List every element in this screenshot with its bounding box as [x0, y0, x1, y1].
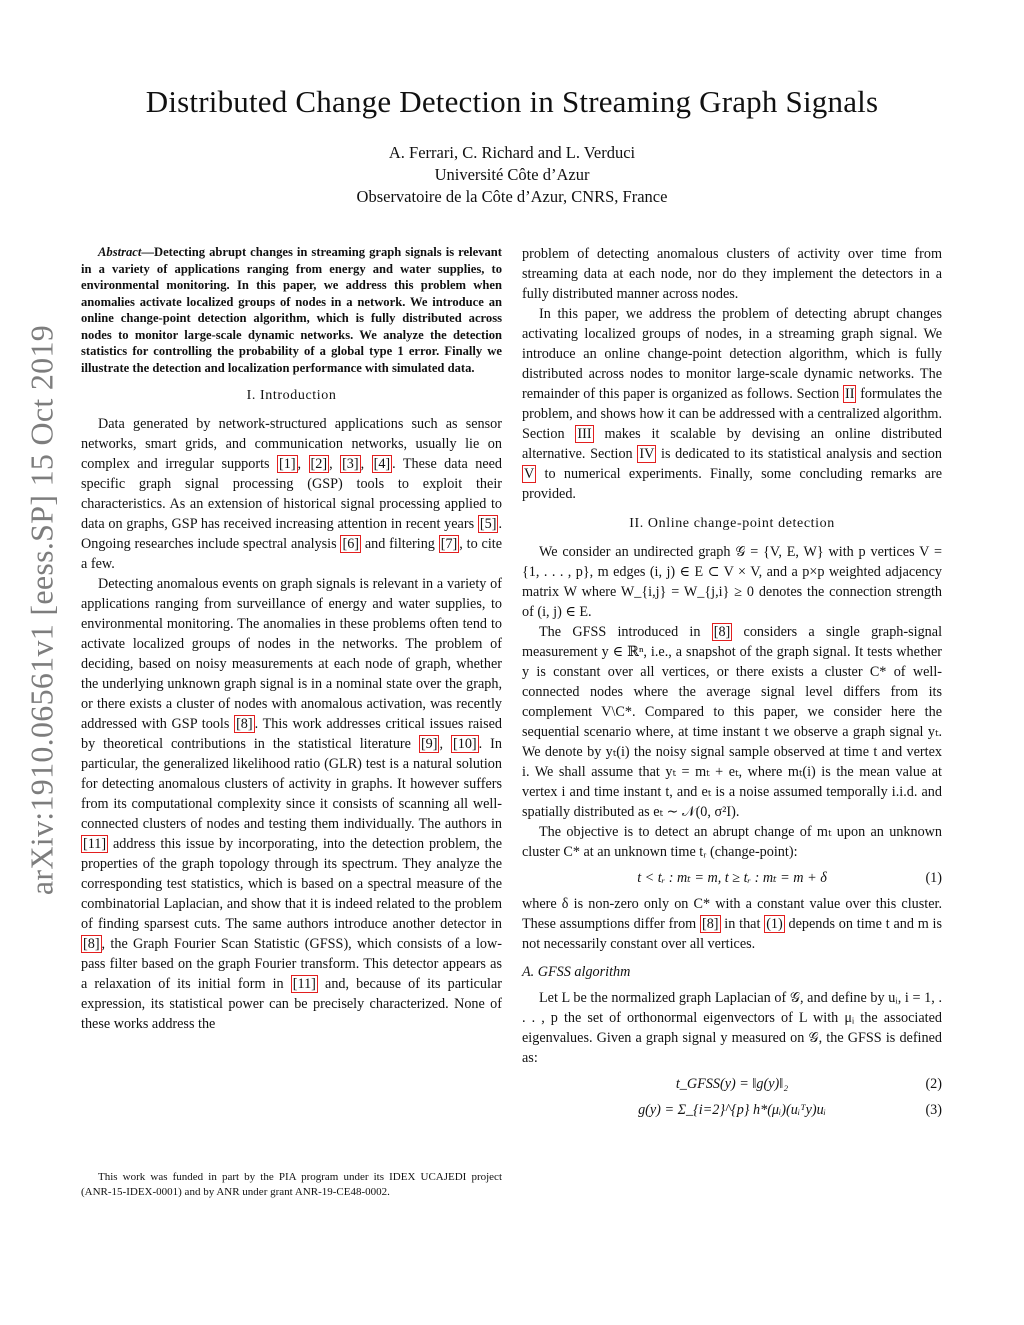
abstract — [81, 244, 502, 376]
citation-link[interactable]: [7] — [440, 536, 458, 552]
abstract-text: —Detecting abrupt changes in streaming graph signals is relevant in a variety of applications ranging from energy and water supplies, to environmental monitoring. In this paper, we address this problem when anomalies activate localized groups of nodes in a network. We introduce an online change-point detection algorithm, which is fully distributed across nodes to monitor large-scale dynamic networks. We analyze the detection statistics for controlling the probability of a global type 1 error. Finally we illustrate the detection and localization performance with simulated data. — [81, 245, 502, 375]
gfss-paragraph — [522, 622, 942, 822]
section-link[interactable]: III — [577, 426, 592, 442]
text-run: is dedicated to its statistical analysis and section — [656, 446, 942, 462]
affiliation-2: Observatoire de la Côte d’Azur, CNRS, France — [356, 187, 668, 206]
section-link[interactable]: IV — [639, 446, 655, 462]
citation-link[interactable]: [10] — [453, 736, 477, 752]
text-run: . Ongoing researches include spectral analysis — [81, 516, 502, 552]
affiliation-1: Université Côte d’Azur — [434, 165, 590, 184]
citation-link[interactable]: [5] — [479, 516, 497, 532]
equation-3 — [522, 1100, 942, 1140]
equation-1-number: (1) — [925, 870, 942, 886]
laplacian-paragraph: Let L be the normalized graph Laplacian of 𝒢, and define by uᵢ, i = 1, . . . , p the set of orthonormal eigenvectors of L with μᵢ the associated eigenvalues. Given a graph signal y measured on 𝒢, the GFSS is defined as: — [522, 990, 942, 1066]
text-run: , to cite a few. — [81, 536, 503, 572]
text-run: considers a single graph-signal measurement y ∈ ℝⁿ, i.e., a snapshot of the graph signal. It tests whether y is constant over all vertices, or there exists a cluster C* of well-connected nodes where the average signal level differs from its complement V\C*. Compared to this paper, we consider here the sequential scenario where, at time instant t we observe a graph signal yₜ. We denote by yₜ(i) the noisy signal sample observed at time t and vertex i. We shall assume that yₜ = mₜ + eₜ, where mₜ(i) is the mean value at vertex i and time instant t, and eₜ is a noise assumed temporally i.i.d. and spatially distributed as eₜ ∼ 𝒩(0, σ²I). — [522, 624, 943, 820]
citation-link[interactable]: [11] — [83, 836, 107, 852]
equation-1 — [522, 868, 942, 888]
intro-paragraph-2: Detecting anomalous events on graph signals is relevant in a variety of applications ranging from surveillance of energy and water supplies, to environmental monitoring. The anomalies in these problems often tend to activate localized groups of nodes in the networks. The problem of deciding, based on noisy measurements at each node of graph, whether the underlying unknown graph signal is in a nominal state over the graph, or there exists a cluster of nodes with anomalous activation, was recently addressed with GSP tools [8] . This work addresses critical issues raised by theoretical contributions in the statistical literature [9] , [10] . In particular, the generalized likelihood ratio (GLR) test is a natural solution for detecting anomalous clusters of activity in graphs. It however suffers from its computational complexity since it consists of scanning all well-connected clusters of nodes and testing them individually. The authors in [11] address this issue by incorporating, into the detection problem, the properties of the graph topology through its spectrum. They analyze the corresponding test statistics, which is based on a spectral measure of the combinatorial Laplacian, and show that it is indeed related to the problem of finding sparsest cuts. The same authors introduce another detector in [8] , the Graph Fourier Scan Statistic (GFSS), which consists of a low-pass filter based on the graph Fourier transform. This detector appears as a relaxation of its initial form in [11] and, because of its particular expression, its statistical power can be precisely characterized. None of these works address the — [81, 576, 502, 1032]
objective-paragraph: The objective is to detect an abrupt change of mₜ upon an unknown cluster C* at an unknown time tᵣ (change-point): — [522, 824, 942, 860]
author-block — [0, 142, 1024, 208]
graph-definition-paragraph: We consider an undirected graph 𝒢 = {V, E, W} with p vertices V = {1, . . . , p}, m edges (i, j) ∈ E ⊂ V × V, and a p×p weighted adjacency matrix W where W_{i,j} = W_{j,i} ≥ 0 denotes the connection strength of (i, j) ∈ E. — [522, 544, 942, 620]
citation-link[interactable]: [6] — [342, 536, 360, 552]
text-run: . This work addresses critical issues raised by theoretical contributions in the statistical literature — [81, 716, 502, 752]
citation-link[interactable]: [2] — [310, 456, 328, 472]
citation-link[interactable]: [8] — [713, 624, 731, 640]
citation-link[interactable]: [9] — [420, 736, 438, 752]
text-run: Data generated by network-structured applications such as sensor networks, smart grids, and communication networks, usually lie on complex and irregular supports — [81, 416, 502, 472]
text-run: In this paper, we address the problem of detecting abrupt changes activating localized groups of nodes, in a streaming graph signal. We introduce an online change-point detection algorithm, which is fully distributed across nodes to monitor large-scale dynamic networks. The remainder of this paper is organized as follows. Section — [522, 306, 942, 402]
outline-paragraph — [522, 304, 942, 504]
section-link[interactable]: V — [524, 466, 535, 482]
citation-link[interactable]: [8] — [236, 716, 253, 732]
equation-2-number: (2) — [925, 1076, 942, 1092]
intro-paragraph-1: Data generated by network-structured applications such as sensor networks, smart grids, and communication networks, usually lie on complex and irregular supports [1] , [2] , [3] , [4] . These data need specific graph signal processing (GSP) tools to exploit their characteristics. As an extension of historical signal processing applied to data on graphs, GSP has received increasing attention in recent years [5] . Ongoing researches include spectral analysis [6] and filtering [7] , to cite a few. — [81, 416, 503, 572]
section-2-heading: II. Online change-point detection — [629, 516, 835, 531]
text-run: formulates the problem, and shows how it can be addressed with a centralized algorithm. Section — [522, 386, 942, 442]
text-run: in that — [720, 916, 765, 932]
citation-link[interactable]: [11] — [292, 976, 316, 992]
citation-link[interactable]: [3] — [342, 456, 359, 472]
text-run: to numerical experiments. Finally, some concluding remarks are provided. — [522, 466, 942, 502]
equation-1-body: t < tᵣ : mₜ = m, t ≥ tᵣ : mₜ = m + δ — [637, 870, 827, 886]
equation-link[interactable]: (1) — [766, 916, 783, 932]
paper-title: Distributed Change Detection in Streaming Graph Signals — [145, 84, 879, 119]
text-run: where δ is non-zero only on C* with a constant value over this cluster. These assumptions differ from — [522, 896, 942, 932]
citation-link[interactable]: [4] — [373, 456, 391, 472]
footnote: This work was funded in part by the PIA program under its IDEX UCAJEDI project (ANR-15-IDEX-0001) and by ANR under grant ANR-19-CE48-0002. — [81, 1171, 502, 1198]
arxiv-id: arXiv:1910.06561v1 [eess.SP] 15 Oct 2019 — [23, 324, 60, 896]
text-run: and, because of its particular expression, its statistical power can be precisely characterized. None of these works address the — [81, 976, 502, 1032]
continued-paragraph: problem of detecting anomalous clusters of activity over time from streaming data at each node, nor do they implement the detectors in a fully distributed manner across nodes. — [522, 246, 942, 302]
assumption-paragraph — [522, 894, 942, 954]
text-run: . In particular, the generalized likelihood ratio (GLR) test is a natural solution for detecting anomalous clusters of activity in graphs. It however suffers from its computational complexity since it consists of scanning all well-connected clusters of nodes and testing them individually. The authors in — [81, 736, 502, 832]
equation-2 — [522, 1074, 942, 1094]
arxiv-stamp — [18, 250, 66, 970]
equation-2-body: t_GFSS(y) = ‖g(y)‖₂ — [675, 1076, 789, 1092]
citation-link[interactable]: [8] — [701, 916, 719, 932]
citation-link[interactable]: [8] — [83, 936, 100, 952]
citation-link[interactable]: [1] — [279, 456, 296, 472]
author-names: A. Ferrari, C. Richard and L. Verduci — [388, 143, 636, 162]
abstract-label: Abstract — [98, 245, 142, 259]
text-run: , the Graph Fourier Scan Statistic (GFSS), which consists of a low-pass filter based on the graph Fourier transform. This detector appears as a relaxation of its initial form in — [81, 936, 502, 992]
text-run: address this issue by incorporating, into the detection problem, the properties of the graph topology through its spectrum. They analyze the corresponding test statistics, which is based on a spectral measure of the combinatorial Laplacian, and show that it is indeed related to the problem of finding sparsest cuts. The same authors introduce another detector in — [81, 836, 502, 932]
section-link[interactable]: II — [844, 386, 855, 402]
text-run: and filtering — [361, 536, 439, 552]
text-run: depends on time t and m is not necessarily constant over all vertices. — [522, 916, 943, 952]
subsection-a-heading: A. GFSS algorithm — [522, 964, 631, 980]
right-column — [522, 244, 942, 1146]
text-run: . These data need specific graph signal processing (GSP) tools to exploit their characteristics. As an extension of historical signal processing applied to data on graphs, GSP has received increasing attention in recent years — [81, 456, 503, 532]
text-run: Detecting anomalous events on graph signals is relevant in a variety of applications ranging from surveillance of energy and water supplies, to environmental monitoring. The anomalies in these problems often tend to activate localized groups of nodes in the networks. The problem of deciding, based on noisy measurements at each node of graph, whether the underlying unknown graph signal is in a nominal state over the graph, or there exists a cluster of nodes with anomalous activation, was recently addressed with GSP tools — [81, 576, 502, 732]
section-1-heading: I. Introduction — [246, 388, 337, 403]
text-run: The GFSS introduced in — [539, 624, 712, 640]
text-run: makes it scalable by devising an online distributed alternative. Section — [522, 426, 942, 462]
equation-3-number: (3) — [925, 1102, 942, 1118]
left-column — [81, 244, 502, 1034]
equation-3-body: g(y) = Σ_{i=2}^{p} h*(μᵢ)(uᵢᵀy)uᵢ — [638, 1102, 826, 1118]
